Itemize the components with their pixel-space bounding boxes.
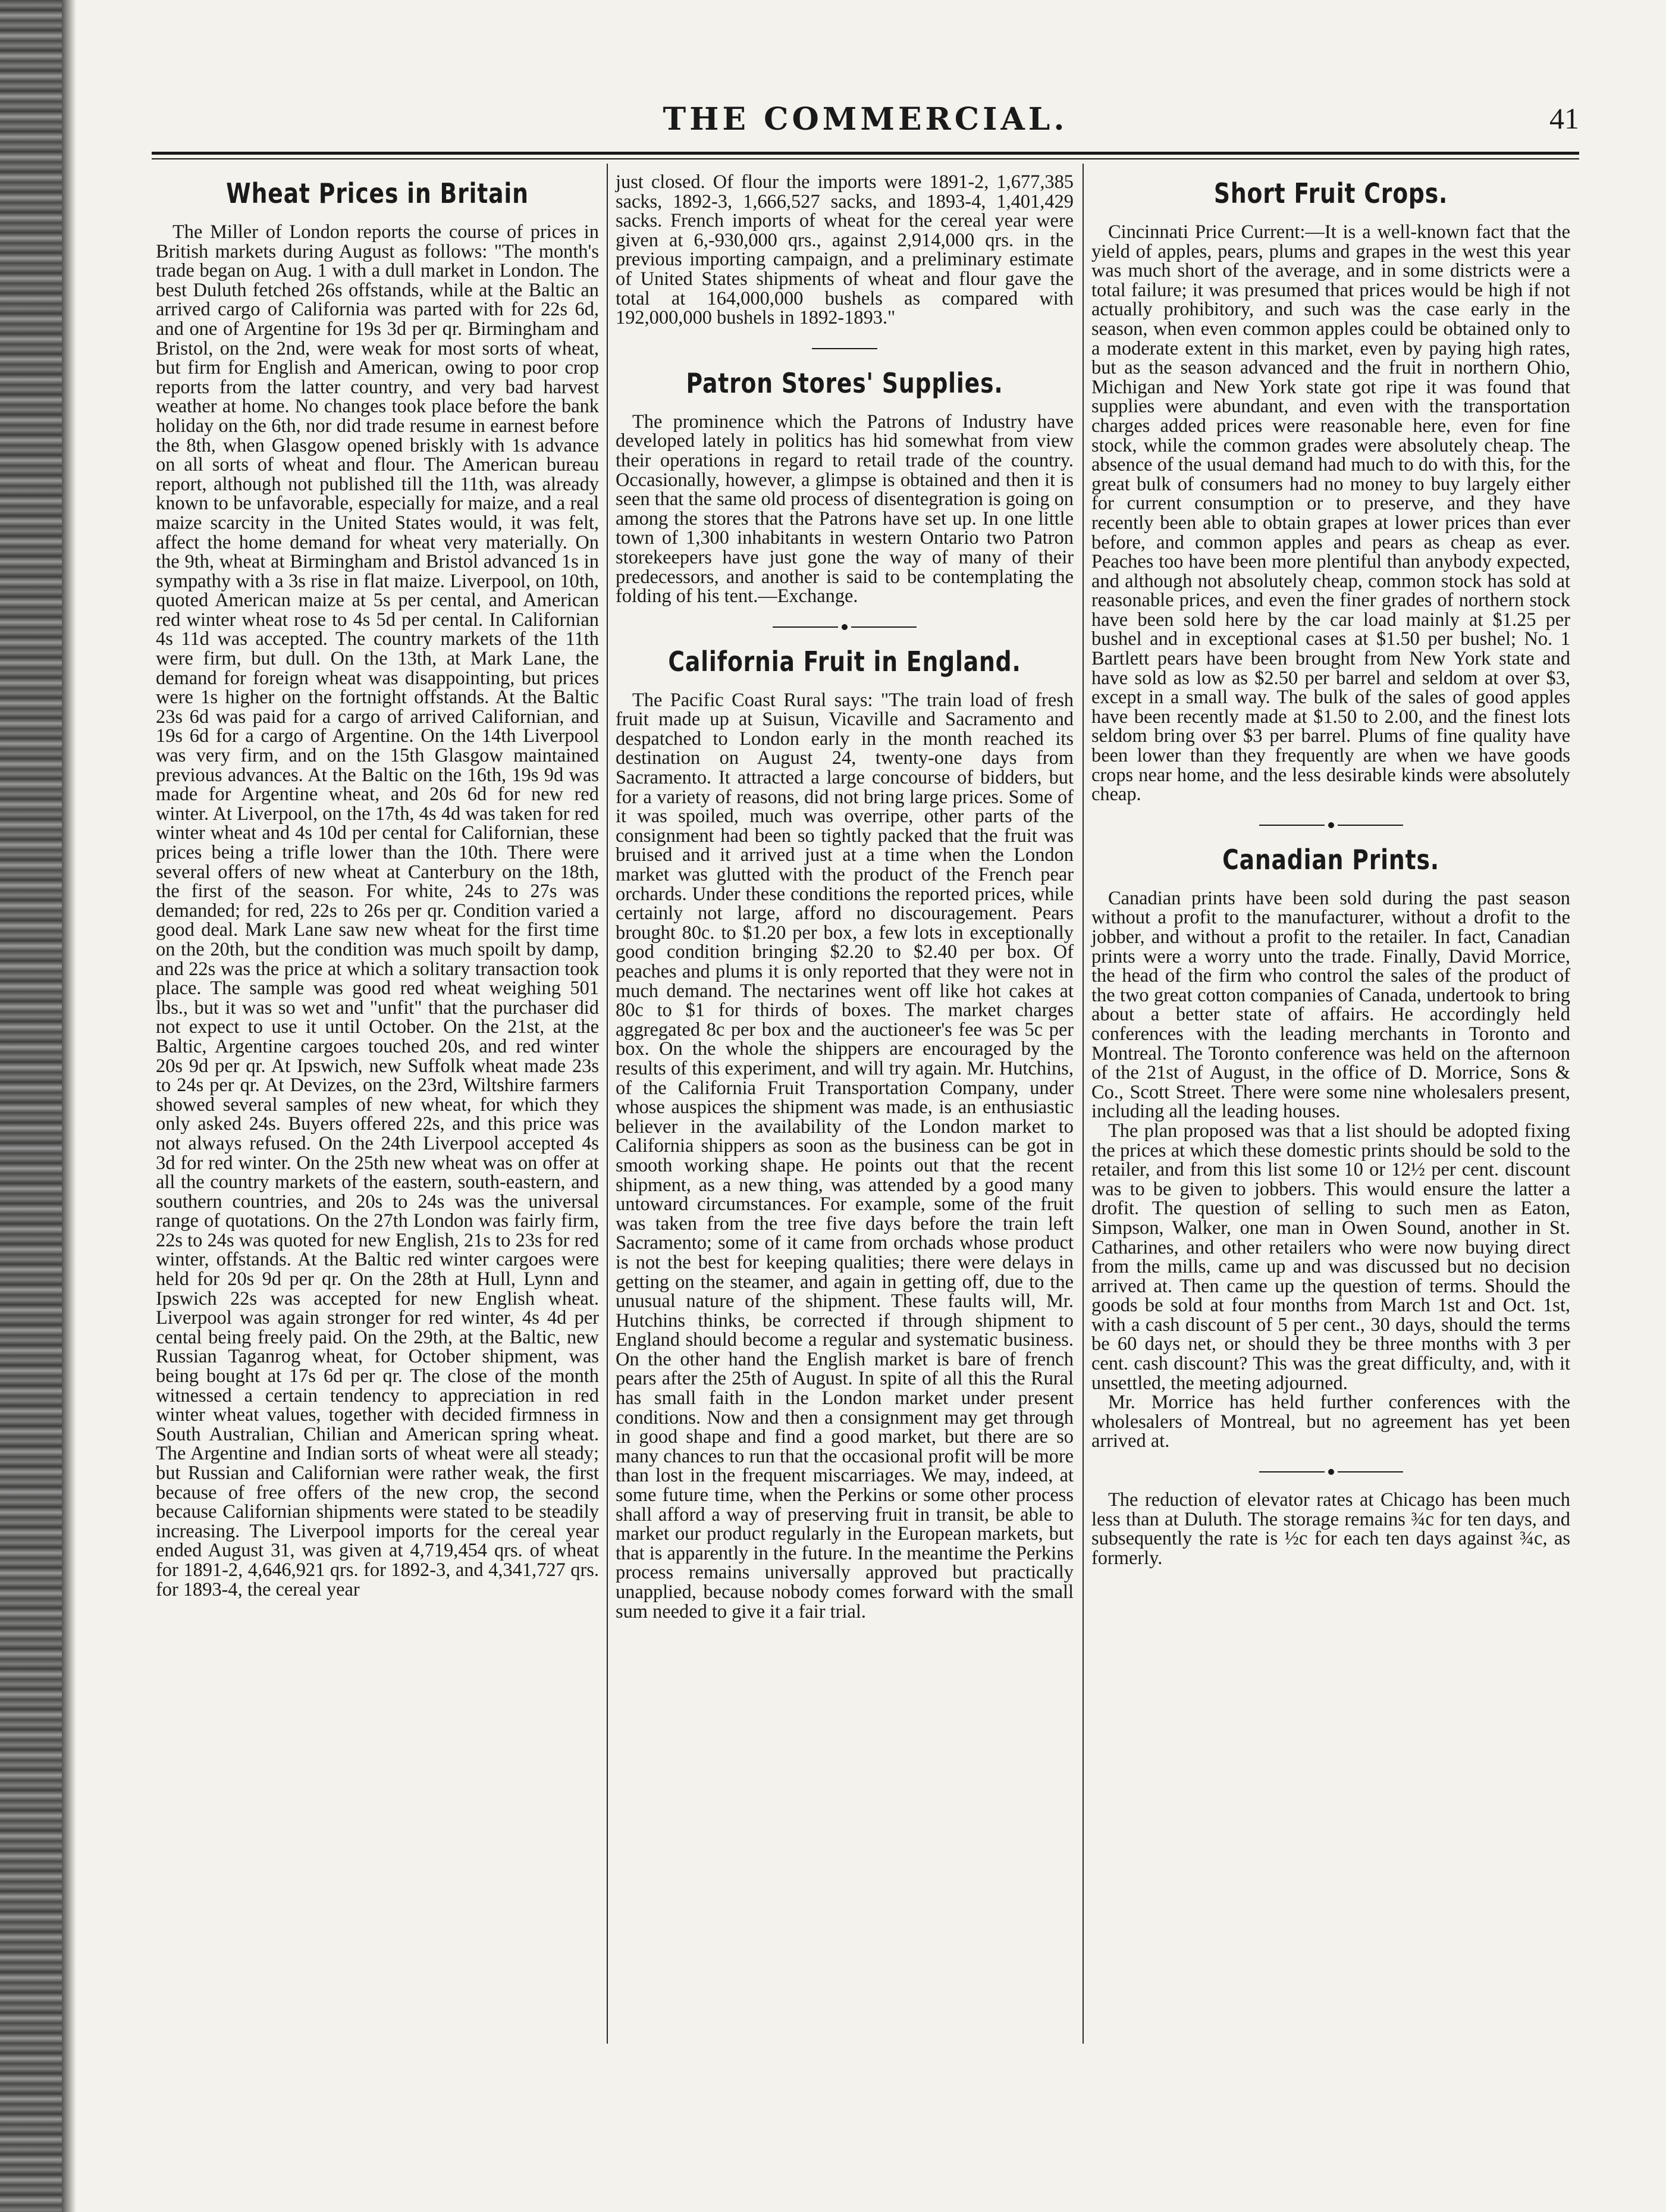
section-divider bbox=[1091, 1462, 1570, 1480]
column-1 bbox=[156, 173, 599, 1599]
article-heading-canadian-prints: Canadian Prints. bbox=[1222, 843, 1439, 876]
column-2 bbox=[616, 173, 1074, 1621]
article-paragraph-continued: just closed. Of flour the imports were 1891-2, 1,677,385 sacks, 1892-3, 1,666,527 sacks, and 1893-4, 1,401,429 sacks. French imports of wheat for the cereal year were given at 6,-930,000 qrs., against 2,914,000 qrs. in the previous importing campaign, and a preliminary estimate of United States shipments of wheat and flour gave the total at 164,000,000 bushels as compared with 192,000,000 bushels in 1892-1893." bbox=[616, 171, 1074, 329]
article-paragraph: Mr. Morrice has held further conferences with the wholesalers of Montreal, but no agreement has yet been arrived at. bbox=[1091, 1392, 1570, 1452]
page-number: 41 bbox=[1549, 102, 1579, 135]
article-heading-california-fruit: California Fruit in England. bbox=[668, 645, 1021, 678]
column-separator-2 bbox=[1083, 164, 1084, 2044]
newspaper-title: THE COMMERCIAL. bbox=[663, 101, 1068, 137]
masthead-rule-thin bbox=[152, 158, 1579, 159]
article-heading-short-fruit-crops: Short Fruit Crops. bbox=[1213, 177, 1448, 209]
article-paragraph: The Pacific Coast Rural says: "The train load of fresh fruit made up at Suisun, Vicaville and Sacramento and despatched to London early in the month reached its destination on August 24, twenty-one days from Sacramento. It attracted a large concourse of bidders, but for a variety of reasons, did not bring large prices. Some of it was spoiled, much was overripe, other parts of the consignment had been so tightly packed that the fruit was bruised and it arrived just at a time when the London market was glutted with the product of the French pear orchards. Under these conditions the reported prices, while certainly not large, afford no discouragement. Pears brought 80c. to $1.20 per box, a few lots in exceptionally good condition bringing $2.20 to $2.40 per box. Of peaches and plums it is only reported that they were not in much demand. The nectarines went off like hot cakes at 80c to $1 for thirds of boxes. The market charges aggregated 8c per box and the auctioneer's fee was 5c per box. On the whole the shippers are encouraged by the results of this experiment, and will try again. Mr. Hutchins, of the California Fruit Transportation Company, under whose auspices the shipment was made, is an enthusiastic believer in the availability of the London market to California shippers as soon as the business can be got in smooth working shape. He points out that the recent shipment, as a new thing, was attended by a good many untoward circumstances. For example, some of the fruit was taken from the tree five days before the train left Sacramento; some of it came from orchads whose product is not the best for keeping qualities; there were delays in getting on the steamer, and again in getting off, due to the unusual nature of the shipment. These faults will, Mr. Hutchins thinks, be corrected if through shipment to England should become a regular and systematic business. On the other hand the English market is bare of french pears after the 25th of August. In spite of all this the Rural has small faith in the London market under present conditions. Now and then a consignment may get through in good shape and find a good market, but there are so many chances to run that the occasional profit will be more than lost in the frequent miscarriages. We may, indeed, at some future time, when the Perkins or some other process shall afford a way of preserving fruit in transit, be able to market our product regularly in the European markets, but that is apparently in the future. In the meantime the Perkins process remains universally approved but practically unapplied, because nobody comes forward with the small sum needed to give it a fair trial. bbox=[616, 689, 1074, 1622]
page-binding-edge bbox=[0, 0, 65, 2212]
section-divider bbox=[616, 617, 1074, 635]
masthead-rule-thick bbox=[152, 152, 1579, 155]
masthead bbox=[152, 101, 1579, 143]
column-3 bbox=[1091, 173, 1570, 1568]
section-divider bbox=[616, 339, 1074, 356]
section-divider bbox=[1091, 815, 1570, 833]
article-paragraph: The Miller of London reports the course of prices in British markets during August as follows: "The month's trade began on Aug. 1 with a dull market in London. The best Duluth fetched 26s offstands, while at the Baltic an arrived cargo of California was parted with for 22s 6d, and one of Argentine for 19s 3d per qr. Birmingham and Bristol, on the 2nd, were weak for most sorts of wheat, but firm for English and American, owing to poor crop reports from the latter country, and very bad harvest weather at home. No changes took place before the bank holiday on the 6th, nor did trade resume in earnest before the 8th, when Glasgow opened briskly with 1s advance on all sorts of wheat and flour. The American bureau report, although not published till the 11th, was already known to be unfavorable, especially for maize, and a real maize scarcity in the United States would, it was felt, affect the home demand for wheat very materially. On the 9th, wheat at Birmingham and Bristol advanced 1s in sympathy with a 3s rise in flat maize. Liverpool, on 10th, quoted American maize at 5s per cental, and American red winter wheat rose to 4s 5d per cental. In Californian 4s 11d was accepted. The country markets of the 11th were firm, but dull. On the 13th, at Mark Lane, the demand for foreign wheat was disappointing, but prices were 1s higher on the fortnight offstands. At the Baltic 23s 6d was paid for a cargo of arrived Californian, and 19s 6d for a cargo of Argentine. On the 14th Liverpool was very firm, and on the 15th Glasgow maintained previous advances. At the Baltic on the 16th, 19s 9d was made for Argentine wheat, and 20s 6d for new red winter. At Liverpool, on the 17th, 4s 4d was taken for red winter wheat and 4s 10d per cental for Californian, these prices being a trifle lower than the 10th. There were several offers of new wheat at Canterbury on the 18th, the first of the season. For white, 24s to 27s was demanded; for red, 22s to 26s per qr. Condition varied a good deal. Mark Lane saw new wheat for the first time on the 20th, but the condition was much spoilt by damp, and 22s was the price at which a solitary transaction took place. The sample was good red wheat weighing 501 lbs., but it was so wet and "unfit" that the purchaser did not expect to use it until October. On the 21st, at the Baltic, Argentine cargoes touched 20s, and red winter 20s 9d per qr. At Ipswich, new Suffolk wheat made 23s to 24s per qr. At Devizes, on the 23rd, Wiltshire farmers showed several samples of new wheat, for which they only asked 24s. Buyers offered 22s, and this price was not always refused. On the 24th Liverpool accepted 4s 3d for red winter. On the 25th new wheat was on offer at all the country markets of the eastern, south-eastern, and southern countries, and 20s to 24s was the universal range of quotations. On the 27th London was fairly firm, 22s to 24s was quoted for new English, 21s to 23s for red winter, offstands. At the Baltic red winter cargoes were held for 20s 9d per qr. On the 28th at Hull, Lynn and Ipswich 22s was accepted for new English wheat. Liverpool was again stronger for red winter, 4s 4d per cental being freely paid. On the 29th, at the Baltic, new Russian Taganrog wheat, for October shipment, was being bought at 17s 6d per qr. The close of the month witnessed a certain tendency to appreciation in red winter wheat values, together with decided firmness in South Australian, Chilian and American spring wheat. The Argentine and Indian sorts of wheat were all steady; but Russian and Californian were rather weak, the first because of free offers of the new crop, the second because Californian shipments were stated to be steadily increasing. The Liverpool imports for the cereal year ended August 31, was given at 4,719,454 qrs. of wheat for 1891-2, 4,646,921 qrs. for 1892-3, and 4,341,727 qrs. for 1893-4, the cereal year bbox=[156, 221, 599, 1600]
article-paragraph: The plan proposed was that a list should be adopted fixing the prices at which these domestic prints should be sold to the retailer, and from this list some 10 or 12½ per cent. discount was to be given to jobbers. This would ensure the latter a drofit. The question of selling to such men as Eaton, Simpson, Walker, one man in Owen Sound, another in St. Catharines, and other retailers who were now buying direct from the mills, came up and was discussed but no decision arrived at. Then came up the question of terms. Should the goods be sold at four months from March 1st and Oct. 1st, with a cash discount of 5 per cent., 30 days, should the terms be 60 days net, or should they be three months with 3 per cent. cash discount? This was the great difficulty, and, with it unsettled, the meeting adjourned. bbox=[1091, 1120, 1570, 1394]
article-paragraph: Cincinnati Price Current:—It is a well-known fact that the yield of apples, pears, plums and grapes in the west this year was much short of the average, and in some districts were a total failure; it was presumed that prices would be high if not actually prohibitory, and such was the case early in the season, when even common apples could be obtained only to a moderate extent in this market, even by paying high rates, but as the season advanced and the fruit in northern Ohio, Michigan and New York state got ripe it was found that supplies were abundant, and even with the transportation charges added prices were reasonable here, even for fine stock, while the common grades were absolutely cheap. The absence of the usual demand had much to do with this, for the great bulk of consumers had no money to buy largely either for current consumption or to preserve, and they have recently been able to obtain grapes at lower prices than ever before, and common apples and pears as cheap as ever. Peaches too have been more plentiful than anybody expected, and although not absolutely cheap, common stock has sold at reasonable prices, and even the finer grades of northern stock have been sold here by the car load mainly at $1.25 per bushel and in exceptional cases at $1.50 per bushel; No. 1 Bartlett pears have been brought from New York state and have sold as low as $2.50 per barrel and seldom at over $3, except in a small way. The bulk of the sales of good apples have been recently made at $1.50 to 2.00, and the finest lots seldom bring over $3 per barrel. Plums of fine quality have been lower than they frequently are when we have goods crops near home, and the less desirable kinds were absolutely cheap. bbox=[1091, 221, 1570, 806]
article-paragraph: Canadian prints have been sold during the past season without a profit to the manufacturer, without a drofit to the jobber, and without a profit to the retailer. In fact, Canadian prints were a worry unto the trade. Finally, David Morrice, the head of the firm who control the sales of the product of the two great cotton companies of Canada, undertook to bring about a better state of affairs. He accordingly held conferences with the leading merchants in Toronto and Montreal. The Toronto conference was held on the afternoon of the 21st of August, in the office of D. Morrice, Sons & Co., Scott Street. There were some nine wholesalers present, including all the leading houses. bbox=[1091, 887, 1570, 1123]
page-binding-shadow bbox=[62, 0, 76, 2212]
article-heading-wheat-prices: Wheat Prices in Britain bbox=[226, 177, 529, 209]
column-separator-1 bbox=[607, 164, 608, 2044]
article-paragraph: The reduction of elevator rates at Chicago has been much less than at Duluth. The storage remains ¾c for ten days, and subsequently the rate is ½c for each ten days against ¾c, as formerly. bbox=[1091, 1489, 1570, 1569]
article-heading-patron-stores: Patron Stores' Supplies. bbox=[686, 366, 1003, 399]
article-paragraph: The prominence which the Patrons of Industry have developed lately in politics has hid somewhat from view their operations in regard to retail trade of the country. Occasionally, however, a glimpse is obtained and then it is seen that the same old process of disentegration is going on among the stores that the Patrons have set up. In one little town of 1,300 inhabitants in western Ontario two Patron storekeepers have just gone the way of many of their predecessors, and another is said to be contemplating the folding of his tent.—Exchange. bbox=[616, 411, 1074, 607]
